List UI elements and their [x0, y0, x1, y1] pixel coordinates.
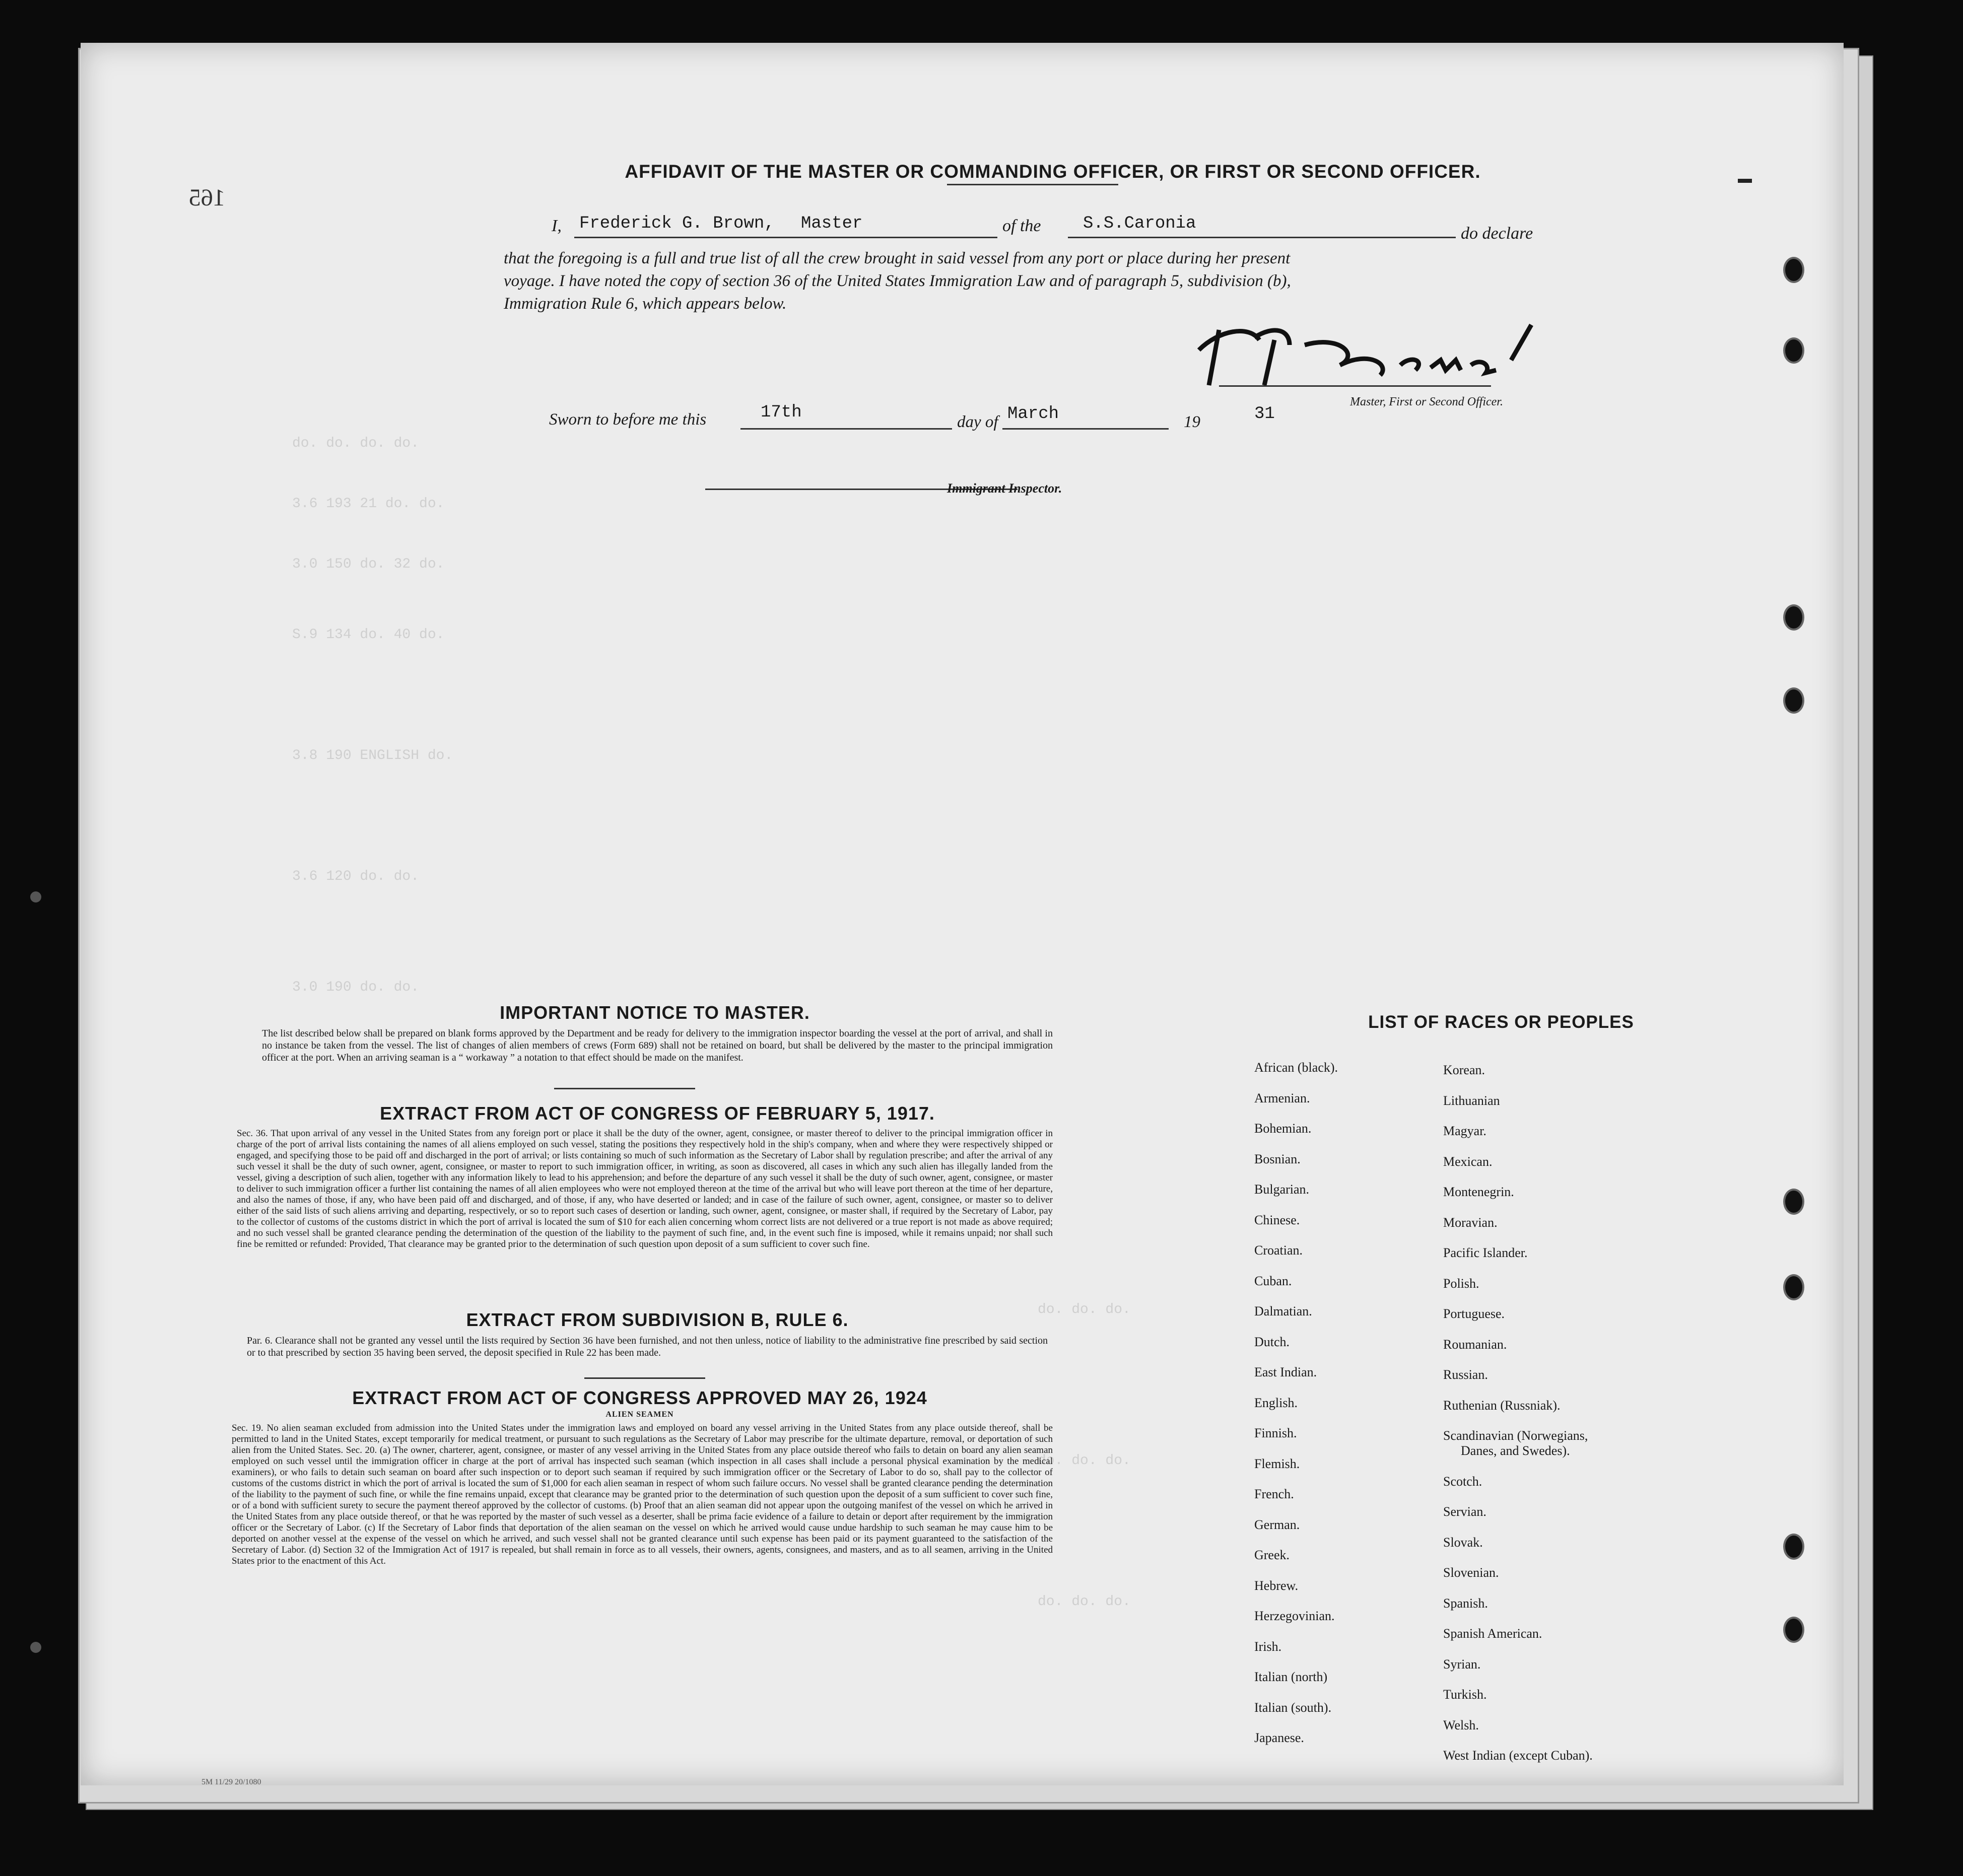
- form-code: 5M 11/29 20/1080: [201, 1778, 261, 1786]
- affidavit-body-line3: Immigration Rule 6, which appears below.: [504, 295, 787, 313]
- race-item: Italian (south).: [1254, 1700, 1332, 1715]
- race-item: Hebrew.: [1254, 1578, 1299, 1593]
- master-name: Frederick G. Brown,: [579, 214, 775, 233]
- race-item: German.: [1254, 1517, 1300, 1532]
- race-item: Ruthenian (Russniak).: [1443, 1398, 1561, 1413]
- race-item: English.: [1254, 1395, 1298, 1410]
- binding-hole: [1783, 1189, 1804, 1215]
- margin-mark: [1738, 179, 1752, 183]
- sworn-text: Sworn to before me this: [549, 410, 707, 429]
- signature-caption: Master, First or Second Officer.: [1350, 395, 1503, 408]
- day-line: [740, 428, 952, 430]
- binding-hole: [1783, 687, 1804, 714]
- race-item: Mexican.: [1443, 1154, 1493, 1169]
- race-item: Dalmatian.: [1254, 1304, 1312, 1318]
- left-hole: [30, 891, 41, 902]
- year-prefix: 19: [1184, 413, 1200, 431]
- race-item: Turkish.: [1443, 1687, 1487, 1702]
- day-of-label: day of: [957, 413, 998, 431]
- declare-label: do declare: [1461, 224, 1533, 243]
- extract-1917-text: Sec. 36. That upon arrival of any vessel in the United States from any foreign port or place it shall be the duty of the owner, agent, consignee, or master thereof to deliver to the principal immigration officer in charge of the port of arrival lists containing the names of all aliens employed on such vessel, stating the positions they respectively hold in the ship's company, when and where they were respectively shipped or engaged, and specifying those to be paid off and discharged in the port of arrival; or lists containing so much of such information as the Secretary of Labor shall by regulation prescribe; and after the arrival of any such vessel it shall be the duty of such owner, agent, consignee, or master to report to such immigration officer, in writing, as soon as discovered, all cases in which any such alien has illegally landed from the vessel, giving a description of such alien, together with any information likely to lead to his apprehension; and before the departure of any such vessel it shall be the duty of such owner, agent, consignee, or master to deliver to such immigration officer a further list containing the names of all alien employees who were not employed thereon at the time of the arrival but who will leave port thereon at the time of her departure, and also the names of those, if any, who have been paid off and discharged, and of those, if any, who have deserted or landed; and in case of the failure of such owner, agent, consignee, or master so to deliver either of the said lists of such aliens arriving and departing, respectively, or so to report such cases of desertion or landing, such owner, agent, consignee, or master shall, if required by the Secretary of Labor, pay to the collector of customs of the customs district in which the port of arrival is located the sum of $10 for each alien concerning whom correct lists are not delivered or a true report is not made as above required; and no such vessel shall be granted clearance pending the determination of the question of the liability to the payment of such fine, and, in the event such fine is imposed, while it remains unpaid; nor shall such fine be remitted or refunded: Provided, That clearance may be granted prior to the determination of such question upon deposit of a sum sufficient to cover such fine.: [237, 1128, 1053, 1249]
- binding-hole: [1783, 604, 1804, 631]
- race-item: Bosnian.: [1254, 1151, 1301, 1166]
- binding-hole: [1783, 1617, 1804, 1643]
- affidavit-intro: I,: [552, 217, 562, 235]
- race-item: West Indian (except Cuban).: [1443, 1748, 1593, 1763]
- inspector-caption: Immigrant Inspector.: [947, 481, 1062, 496]
- race-item: Roumanian.: [1443, 1337, 1507, 1352]
- binding-hole: [1783, 337, 1804, 364]
- race-item: African (black).: [1254, 1060, 1338, 1075]
- race-item: Welsh.: [1443, 1717, 1479, 1732]
- race-item: Scotch.: [1443, 1474, 1482, 1489]
- binding-hole: [1783, 1274, 1804, 1300]
- race-item: Polish.: [1443, 1276, 1479, 1291]
- manifest-page: do. do. do. do. 3.6 193 21 do. do. 3.0 150 do. 32 do. S.9 134 do. 40 do. 3.8 190 ENGLISH do. 3.6 120 do. do. 3.0 190 do. do. do. do. do. do. do. do. do. do. do. 165 AFFIDAVIT OF THE MASTER OR COMMANDING OFFICER, OR FIRST OR SECOND OFFICER. I, Frederick G. Brown, Master of the S.S.Caronia do declare that the foregoing is a full and true list of all the crew brought in said vessel from any port or place during her present voyage. I have noted the copy of section 36 of the United States Immigration Law and of paragraph 5, subdivision (b), Immigration Rule 6, which appears below. Master, First or Second Officer. Sworn to before me this 17th day of March 19 31 Immigrant Inspector. IMPORTANT NOTICE TO MASTER. The list described below shall be prepared on blank forms approved by the Department and be ready for delivery to the immigration inspector boarding the vessel at the port of arrival, and shall in no instance be taken from the vessel. The list of changes of alien members of crews (Form 689) shall not be retained on board, but shall be delivered by the master to the principal immigration officer at the port. When an arriving seaman is a “ workaway ” a notation to that effect should be made on the manifest. EXTRACT FROM ACT OF CONGRESS OF FEBRUARY 5, 1917. Sec. 36. That upon arrival of any vessel in the United States from any foreign port or place it shall be the duty of the owner, agent, consignee, or master thereof to deliver to the principal immigration officer in charge of the port of arrival lists containing the names of all aliens employed on such vessel, stating the positions they respectively hold in the ship's company, when and where they were respectively shipped or engaged, and specifying those to be paid off and discharged in the port of arrival; or lists containing so much of such information as the Secretary of Labor shall by regulation prescribe; and after the arrival of any such vessel it shall be the duty of such owner, agent, consignee, or master to report to such immigration officer, in writing, as soon as discovered, all cases in which any such alien has illegally landed from the vessel, giving a description of such alien, together with any information likely to lead to his apprehension; and before the departure of any such vessel it shall be the duty of such owner, agent, consignee, or master to deliver to such immigration officer a further list containing the names of all alien employees who were not employed thereon at the time of the arrival but who will leave port thereon at the time of her departure, and also the names of those, if any, who have been paid off and discharged, and of those, if any, who have deserted or landed; and in case of the failure of such owner, agent, consignee, or master so to deliver either of the said lists of such aliens arriving and departing, respectively, or so to report such cases of desertion or landing, such owner, agent, consignee, or master shall, if required by the Secretary of Labor, pay to the collector of customs of the customs district in which the port of arrival is located the sum of $10 for each alien concerning whom correct lists are not delivered or a true report is not made as above required; and no such vessel shall be granted clearance pending the determination of the question of the liability to the payment of such fine, and, in the event such fine is imposed, while it remains unpaid; nor shall such fine be remitted or refunded: Provided, That clearance may be granted prior to the determination of such question upon deposit of a sum sufficient to cover such fine. EXTRACT FROM SUBDIVISION B, RULE 6. Par. 6. Clearance shall not be granted any vessel until the lists required by Section 36 have been furnished, and not then unless, notice of liability to the administrative fine prescribed by said section or to that prescribed by section 35 having been served, the deposit specified in Rule 22 has been made. EXTRACT FROM ACT OF CONGRESS APPROVED MAY 26, 1924 ALIEN SEAMEN Sec. 19. No alien seaman excluded from admission into the United States under the immigration laws and employed on board any vessel arriving in the United States from any place outside thereof, shall be permitted to land in the United States, except temporarily for medical treatment, or pursuant to such regulations as the Secretary of Labor may prescribe for the ultimate departure, removal, or deportation of such alien from the United States. Sec. 20. (a) The owner, charterer, agent, consignee, or master of any vessel arriving in the United States from any place outside thereof who fails to detain on board any alien seaman employed on such vessel until the immigration officer in charge at the port of arrival has inspected such seaman (which inspection in all cases shall include a personal physical examination by the medical examiners), or who fails to detain such seaman on board after such inspection or to deport such seaman if required by such immigration officer or the Secretary of Labor to do so, shall pay to the collector of customs of the customs district in which the port of arrival is located the sum of $1,000 for each alien seaman in respect of whom such failure occurs. No vessel shall be granted clearance pending the determination of the liability to the payment of such fine, or while the fine remains unpaid, except that clearance may be granted prior to the determination of such question upon the deposit of a sum sufficient to cover such fine, or of a bond with sufficient surety to secure the payment thereof approved by the collector of customs. (b) Proof that an alien seaman did not appear upon the outgoing manifest of the vessel on which he arrived in the United States from any place outside thereof, or that he was reported by the master of such vessel as a deserter, shall be prima facie evidence of a failure to detain or deport after requirement by the immigration officer or the Secretary of Labor. (c) If the Secretary of Labor finds that deportation of the alien seaman on the vessel on which he arrived would cause undue hardship to such seaman he may cause him to be deported on another vessel at the expense of the vessel on which he arrived, and such vessel shall not be granted clearance until such expense has been paid or its payment guaranteed to the satisfaction of the Secretary of Labor. (d) Section 32 of the Immigration Act of 1917 is repealed, but shall remain in force as to all vessels, their owners, agents, consignees, and masters, and as to all seamen, arriving in the United States prior to the enactment of this Act. LIST OF RACES OR PEOPLES African (black). Armenian. Bohemian. Bosnian. Bulgarian. Chinese. Croatian. Cuban. Dalmatian. Dutch. East Indian. English. Finnish. Flemish. French. German. Greek. Hebrew. Herzegovinian. Irish. Italian (north) Italian (south). Japanese. Korean. Lithuanian Magyar. Mexican. Montenegrin. Moravian. Pacific Islander. Polish. Portuguese. Roumanian. Russian. Ruthenian (Russniak). Scandinavian (Norwegians, Danes, and Swedes). Scotch. Servian. Slovak. Slovenian. Spanish. Spanish American. Syrian. Turkish. Welsh. West Indian (except Cuban). 5M 11/29 20/1080: [81, 43, 1844, 1785]
- left-hole: [30, 1642, 41, 1653]
- race-item: Lithuanian: [1443, 1093, 1500, 1108]
- race-item: Spanish American.: [1443, 1626, 1542, 1641]
- affidavit-body-line2: voyage. I have noted the copy of section 36 of the United States Immigration Law and of paragraph 5, subdivision (b),: [504, 272, 1291, 290]
- name-line: [574, 237, 997, 238]
- affidavit-title: AFFIDAVIT OF THE MASTER OR COMMANDING OFFICER, OR FIRST OR SECOND OFFICER.: [625, 161, 1481, 182]
- extract-1917-title: EXTRACT FROM ACT OF CONGRESS OF FEBRUARY 5, 1917.: [380, 1103, 935, 1124]
- race-item: Syrian.: [1443, 1656, 1481, 1672]
- page-number: 165: [189, 184, 225, 211]
- race-item: Korean.: [1443, 1063, 1485, 1077]
- race-item: Moravian.: [1443, 1215, 1498, 1230]
- vessel-name: S.S.Caronia: [1083, 214, 1196, 233]
- race-item: Croatian.: [1254, 1243, 1303, 1258]
- race-item: Armenian.: [1254, 1090, 1310, 1105]
- binding-hole: [1783, 1534, 1804, 1560]
- master-signature: [1189, 310, 1541, 395]
- of-the-label: of the: [1002, 217, 1041, 235]
- race-item: Slovenian.: [1443, 1565, 1499, 1580]
- race-item: Montenegrin.: [1443, 1185, 1514, 1199]
- race-item: Japanese.: [1254, 1730, 1304, 1745]
- race-item: French.: [1254, 1487, 1294, 1501]
- affidavit-body-line1: that the foregoing is a full and true list of all the crew brought in said vessel from any port or place during her present: [504, 249, 1291, 267]
- races-title: LIST OF RACES OR PEOPLES: [1368, 1012, 1634, 1032]
- notice-text: The list described below shall be prepared on blank forms approved by the Department and be ready for delivery to the immigration inspector boarding the vessel at the port of arrival, and shall in no instance be taken from the vessel. The list of changes of alien members of crews (Form 689) shall not be retained on board, but shall be delivered by the master to the principal immigration officer at the port. When an arriving seaman is a “ workaway ” a notation to that effect should be made on the manifest.: [262, 1028, 1053, 1063]
- master-rank: Master: [801, 214, 863, 233]
- race-item: Chinese.: [1254, 1212, 1300, 1227]
- race-item: Herzegovinian.: [1254, 1609, 1335, 1623]
- race-item: Flemish.: [1254, 1456, 1300, 1471]
- race-item: East Indian.: [1254, 1365, 1317, 1379]
- binding-hole: [1783, 257, 1804, 283]
- extract-1924-text: Sec. 19. No alien seaman excluded from admission into the United States under the immigration laws and employed on board any vessel arriving in the United States from any place outside thereof, shall be permitted to land in the United States, except temporarily for medical treatment, or pursuant to such regulations as the Secretary of Labor may prescribe for the ultimate departure, removal, or deportation of such alien from the United States. Sec. 20. (a) The owner, charterer, agent, consignee, or master of any vessel arriving in the United States from any place outside thereof who fails to detain on board any alien seaman employed on such vessel until the immigration officer in charge at the port of arrival has inspected such seaman (which inspection in all cases shall include a personal physical examination by the medical examiners), or who fails to detain such seaman on board after such inspection or to deport such seaman if required by such immigration officer or the Secretary of Labor to do so, shall pay to the collector of customs of the customs district in which the port of arrival is located the sum of $1,000 for each alien seaman in respect of whom such failure occurs. No vessel shall be granted clearance pending the determination of the liability to the payment of such fine, or while the fine remains unpaid, except that clearance may be granted prior to the determination of such question upon the deposit of a sum sufficient to cover such fine, or of a bond with sufficient surety to secure the payment thereof approved by the collector of customs. (b) Proof that an alien seaman did not appear upon the outgoing manifest of the vessel on which he arrived in the United States from any place outside thereof, or that he was reported by the master of such vessel as a deserter, shall be prima facie evidence of a failure to detain or deport after requirement by the immigration officer or the Secretary of Labor. (c) If the Secretary of Labor finds that deportation of the alien seaman on the vessel on which he arrived would cause undue hardship to such seaman he may cause him to be deported on another vessel at the expense of the vessel on which he arrived, and such vessel shall not be granted clearance until such expense has been paid or its payment guaranteed to the satisfaction of the Secretary of Labor. (d) Section 32 of the Immigration Act of 1917 is repealed, but shall remain in force as to all vessels, their owners, agents, consignees, and masters, and as to all seamen, arriving in the United States prior to the enactment of this Act.: [232, 1423, 1053, 1566]
- race-item: Danes, and Swedes).: [1461, 1443, 1570, 1458]
- extract-1924-subtitle: ALIEN SEAMEN: [605, 1410, 674, 1419]
- race-item: Pacific Islander.: [1443, 1245, 1528, 1260]
- race-item: Bulgarian.: [1254, 1182, 1310, 1197]
- signature-line: [1219, 385, 1491, 387]
- race-item: Dutch.: [1254, 1334, 1290, 1349]
- rule6-rule: [584, 1377, 705, 1379]
- race-item: Scandinavian (Norwegians,: [1443, 1428, 1588, 1443]
- race-item: Cuban.: [1254, 1273, 1292, 1288]
- sworn-month: March: [1007, 404, 1059, 424]
- race-item: Greek.: [1254, 1548, 1290, 1562]
- sworn-day: 17th: [761, 403, 802, 422]
- title-rule: [947, 184, 1118, 185]
- race-item: Servian.: [1443, 1504, 1486, 1519]
- notice-rule: [554, 1088, 695, 1089]
- race-item: Bohemian.: [1254, 1121, 1312, 1136]
- race-item: Slovak.: [1443, 1535, 1483, 1550]
- race-item: Italian (north): [1254, 1670, 1328, 1684]
- month-line: [1002, 428, 1169, 430]
- extract-1924-title: EXTRACT FROM ACT OF CONGRESS APPROVED MAY 26, 1924: [352, 1387, 927, 1408]
- notice-title: IMPORTANT NOTICE TO MASTER.: [500, 1002, 810, 1023]
- race-item: Irish.: [1254, 1639, 1282, 1654]
- vessel-line: [1068, 237, 1456, 238]
- race-item: Finnish.: [1254, 1426, 1297, 1440]
- race-item: Magyar.: [1443, 1124, 1486, 1138]
- extract-rule6-text: Par. 6. Clearance shall not be granted any vessel until the lists required by Section 36 have been furnished, and not then unless, notice of liability to the administrative fine prescribed by said section or to that prescribed by section 35 having been served, the deposit specified in Rule 22 has been made.: [247, 1335, 1048, 1358]
- race-item: Portuguese.: [1443, 1306, 1505, 1321]
- race-item: Spanish.: [1443, 1595, 1488, 1611]
- extract-rule6-title: EXTRACT FROM SUBDIVISION B, RULE 6.: [466, 1309, 849, 1330]
- year-suffix: 31: [1254, 404, 1275, 424]
- race-item: Russian.: [1443, 1367, 1488, 1382]
